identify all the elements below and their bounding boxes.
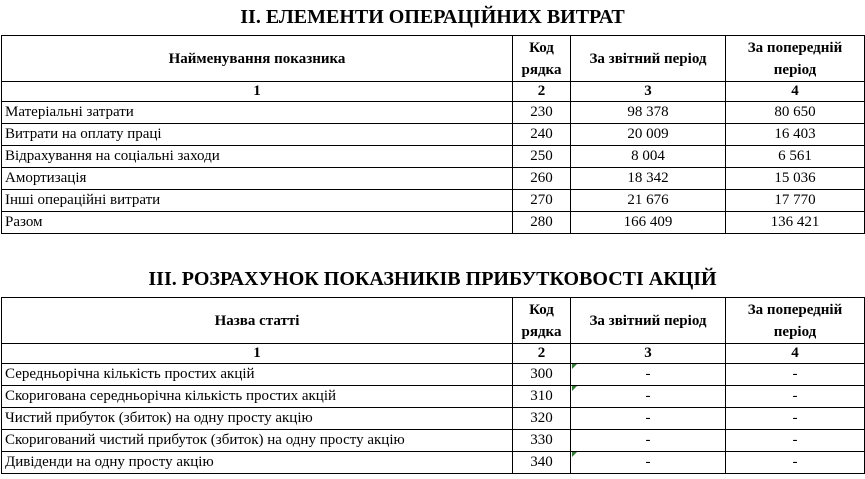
header-code: Код рядка <box>513 36 571 82</box>
row-previous: 15 036 <box>726 168 865 190</box>
row-code: 280 <box>513 212 571 234</box>
header-code: Код рядка <box>513 298 571 344</box>
col-number: 1 <box>2 82 513 102</box>
row-code: 320 <box>513 408 571 430</box>
row-previous: 16 403 <box>726 124 865 146</box>
row-current: 18 342 <box>571 168 726 190</box>
row-name: Скоригована середньорічна кількість простих акцій <box>2 386 513 408</box>
header-row <box>2 36 865 82</box>
section3-title: ІІІ. РОЗРАХУНОК ПОКАЗНИКІВ ПРИБУТКОВОСТІ АКЦІЙ <box>148 268 717 290</box>
table-row <box>2 430 865 452</box>
comment-flag-icon <box>572 364 577 369</box>
row-previous: 136 421 <box>726 212 865 234</box>
header-previous: За попередній період <box>726 298 865 344</box>
col-number: 1 <box>2 344 513 364</box>
row-name: Разом <box>2 212 513 234</box>
row-previous: 80 650 <box>726 102 865 124</box>
row-current: 20 009 <box>571 124 726 146</box>
row-name: Інші операційні витрати <box>2 190 513 212</box>
row-code: 230 <box>513 102 571 124</box>
row-current: - <box>571 430 726 452</box>
row-current: 98 378 <box>571 102 726 124</box>
col-number: 2 <box>513 344 571 364</box>
row-current: - <box>571 364 726 386</box>
comment-flag-icon <box>572 452 577 457</box>
row-code: 330 <box>513 430 571 452</box>
share-profitability-table <box>1 297 865 474</box>
col-number: 4 <box>726 82 865 102</box>
table-row <box>2 146 865 168</box>
row-name: Відрахування на соціальні заходи <box>2 146 513 168</box>
row-current: 166 409 <box>571 212 726 234</box>
table-row <box>2 102 865 124</box>
column-number-row <box>2 344 865 364</box>
header-name: Назва статті <box>2 298 513 344</box>
row-previous: - <box>726 364 865 386</box>
row-name: Витрати на оплату праці <box>2 124 513 146</box>
row-name: Матеріальні затрати <box>2 102 513 124</box>
table-row <box>2 124 865 146</box>
row-code: 310 <box>513 386 571 408</box>
row-code: 270 <box>513 190 571 212</box>
col-number: 2 <box>513 82 571 102</box>
row-code: 300 <box>513 364 571 386</box>
row-name: Амортизація <box>2 168 513 190</box>
row-name: Дивіденди на одну просту акцію <box>2 452 513 474</box>
row-previous: - <box>726 386 865 408</box>
row-name: Чистий прибуток (збиток) на одну просту акцію <box>2 408 513 430</box>
col-number: 4 <box>726 344 865 364</box>
row-name: Середньорічна кількість простих акцій <box>2 364 513 386</box>
header-current: За звітний період <box>571 36 726 82</box>
header-name: Найменування показника <box>2 36 513 82</box>
row-current: - <box>571 452 726 474</box>
operating-expenses-table <box>1 35 865 234</box>
table-row <box>2 452 865 474</box>
col-number: 3 <box>571 344 726 364</box>
row-previous: 6 561 <box>726 146 865 168</box>
row-current: - <box>571 386 726 408</box>
row-previous: - <box>726 430 865 452</box>
row-previous: - <box>726 408 865 430</box>
table-row <box>2 386 865 408</box>
row-previous: - <box>726 452 865 474</box>
row-current: 8 004 <box>571 146 726 168</box>
row-previous: 17 770 <box>726 190 865 212</box>
row-name: Скоригований чистий прибуток (збиток) на одну просту акцію <box>2 430 513 452</box>
table-row <box>2 190 865 212</box>
comment-flag-icon <box>572 386 577 391</box>
table-row <box>2 168 865 190</box>
header-previous: За попередній період <box>726 36 865 82</box>
table-row <box>2 212 865 234</box>
header-current: За звітний період <box>571 298 726 344</box>
col-number: 3 <box>571 82 726 102</box>
row-code: 240 <box>513 124 571 146</box>
row-code: 250 <box>513 146 571 168</box>
row-current: - <box>571 408 726 430</box>
table-row <box>2 408 865 430</box>
row-code: 340 <box>513 452 571 474</box>
row-current: 21 676 <box>571 190 726 212</box>
section2-title: ІІ. ЕЛЕМЕНТИ ОПЕРАЦІЙНИХ ВИТРАТ <box>240 6 625 28</box>
table-row <box>2 364 865 386</box>
header-row <box>2 298 865 344</box>
row-code: 260 <box>513 168 571 190</box>
column-number-row <box>2 82 865 102</box>
